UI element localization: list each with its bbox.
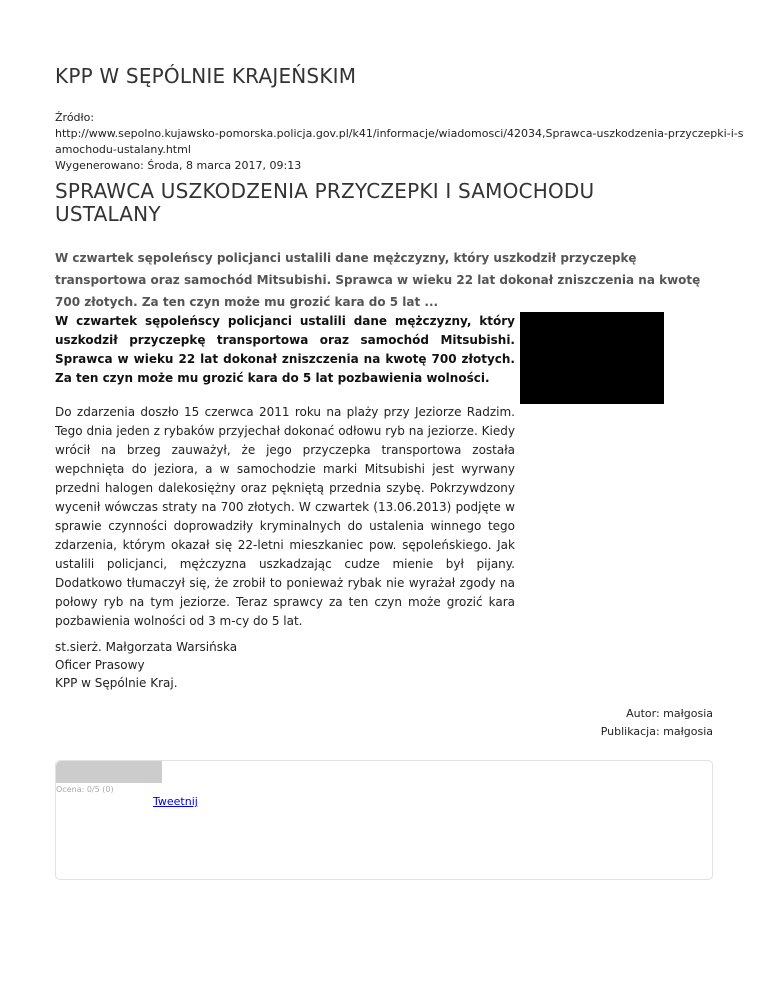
site-title: KPP W SĘPÓLNIE KRAJEŃSKIM: [55, 64, 357, 88]
author: Autor: małgosia: [626, 707, 713, 720]
article-lead: W czwartek sępoleńscy policjanci ustalili dane mężczyzny, który uszkodził przyczepkę transportowa oraz samochód Mitsubishi. Sprawca w wieku 22 lat dokonał zniszczenia na kwotę 700 złotych. Za ten czyn może mu grozić kara do 5 lat ...: [55, 251, 701, 309]
article-body: Do zdarzenia doszło 15 czerwca 2011 roku na plaży przy Jeziorze Radzim. Tego dnia jeden z rybaków przyjechał dokonać odłowu ryb na jeziorze. Kiedy wrócił na brzeg zauważył, że jego przyczepka transportowa została wepchnięta do jeziora, a w samochodzie marki Mitsubishi jest wyrwany przedni halogen dalekosiężny oraz pękniętą przednia szybę. Pokrzywdzony wycenił wówczas straty na 700 złotych. W czwartek (13.06.2013) podjęte w sprawie czynności doprowadziły kryminalnych do ustalenia winnego tego zdarzenia, którym okazał się 22-letni mieszkaniec pow. sępoleńskiego. Jak ustalili policjanci, mężczyzna uszkadzając cudze mienie był pijany. Dodatkowo tłumaczył się, że zrobił to ponieważ rybak nie wyrażał zgody na połowy ryb na tym jeziorze. Teraz sprawcy za ten czyn może grozić kara pozbawienia wolności od 3 m-cy do 5 lat.: [55, 405, 515, 628]
signature: [55, 638, 237, 692]
publication: Publikacja: małgosia: [600, 725, 713, 738]
source-info: [55, 110, 744, 174]
source-label: Źródło:: [55, 111, 95, 124]
signature-role: Oficer Prasowy: [55, 658, 145, 672]
tweet-link[interactable]: Tweetnij: [153, 795, 198, 808]
rating-stars[interactable]: [56, 761, 162, 783]
signature-name: st.sierż. Małgorzata Warsińska: [55, 640, 238, 654]
source-url-line1: http://www.sepolno.kujawsko-pomorska.policja.gov.pl/k41/informacje/wiadomosci/42034,Sprawca-uszkodzenia-przyczepki-i-s: [55, 127, 744, 140]
article-lead-bold: W czwartek sępoleńscy policjanci ustalili dane mężczyzny, który uszkodził przyczepkę transportowa oraz samochód Mitsubishi. Sprawca w wieku 22 lat dokonał zniszczenia na kwotę 700 złotych. Za ten czyn może mu grozić kara do 5 lat pozbawienia wolności.: [55, 314, 515, 385]
article-meta: [601, 705, 713, 741]
source-url-line2: amochodu-ustalany.html: [55, 143, 191, 156]
article-title: SPRAWCA USZKODZENIA PRZYCZEPKI I SAMOCHODU USTALANY: [55, 179, 595, 226]
generated-date: Wygenerowano: Środa, 8 marca 2017, 09:13: [55, 159, 302, 172]
rating-box: [55, 760, 713, 880]
signature-unit: KPP w Sępólnie Kraj.: [55, 676, 178, 690]
rating-text: Ocena: 0/5 (0): [56, 785, 114, 794]
article-photo: [520, 312, 664, 404]
